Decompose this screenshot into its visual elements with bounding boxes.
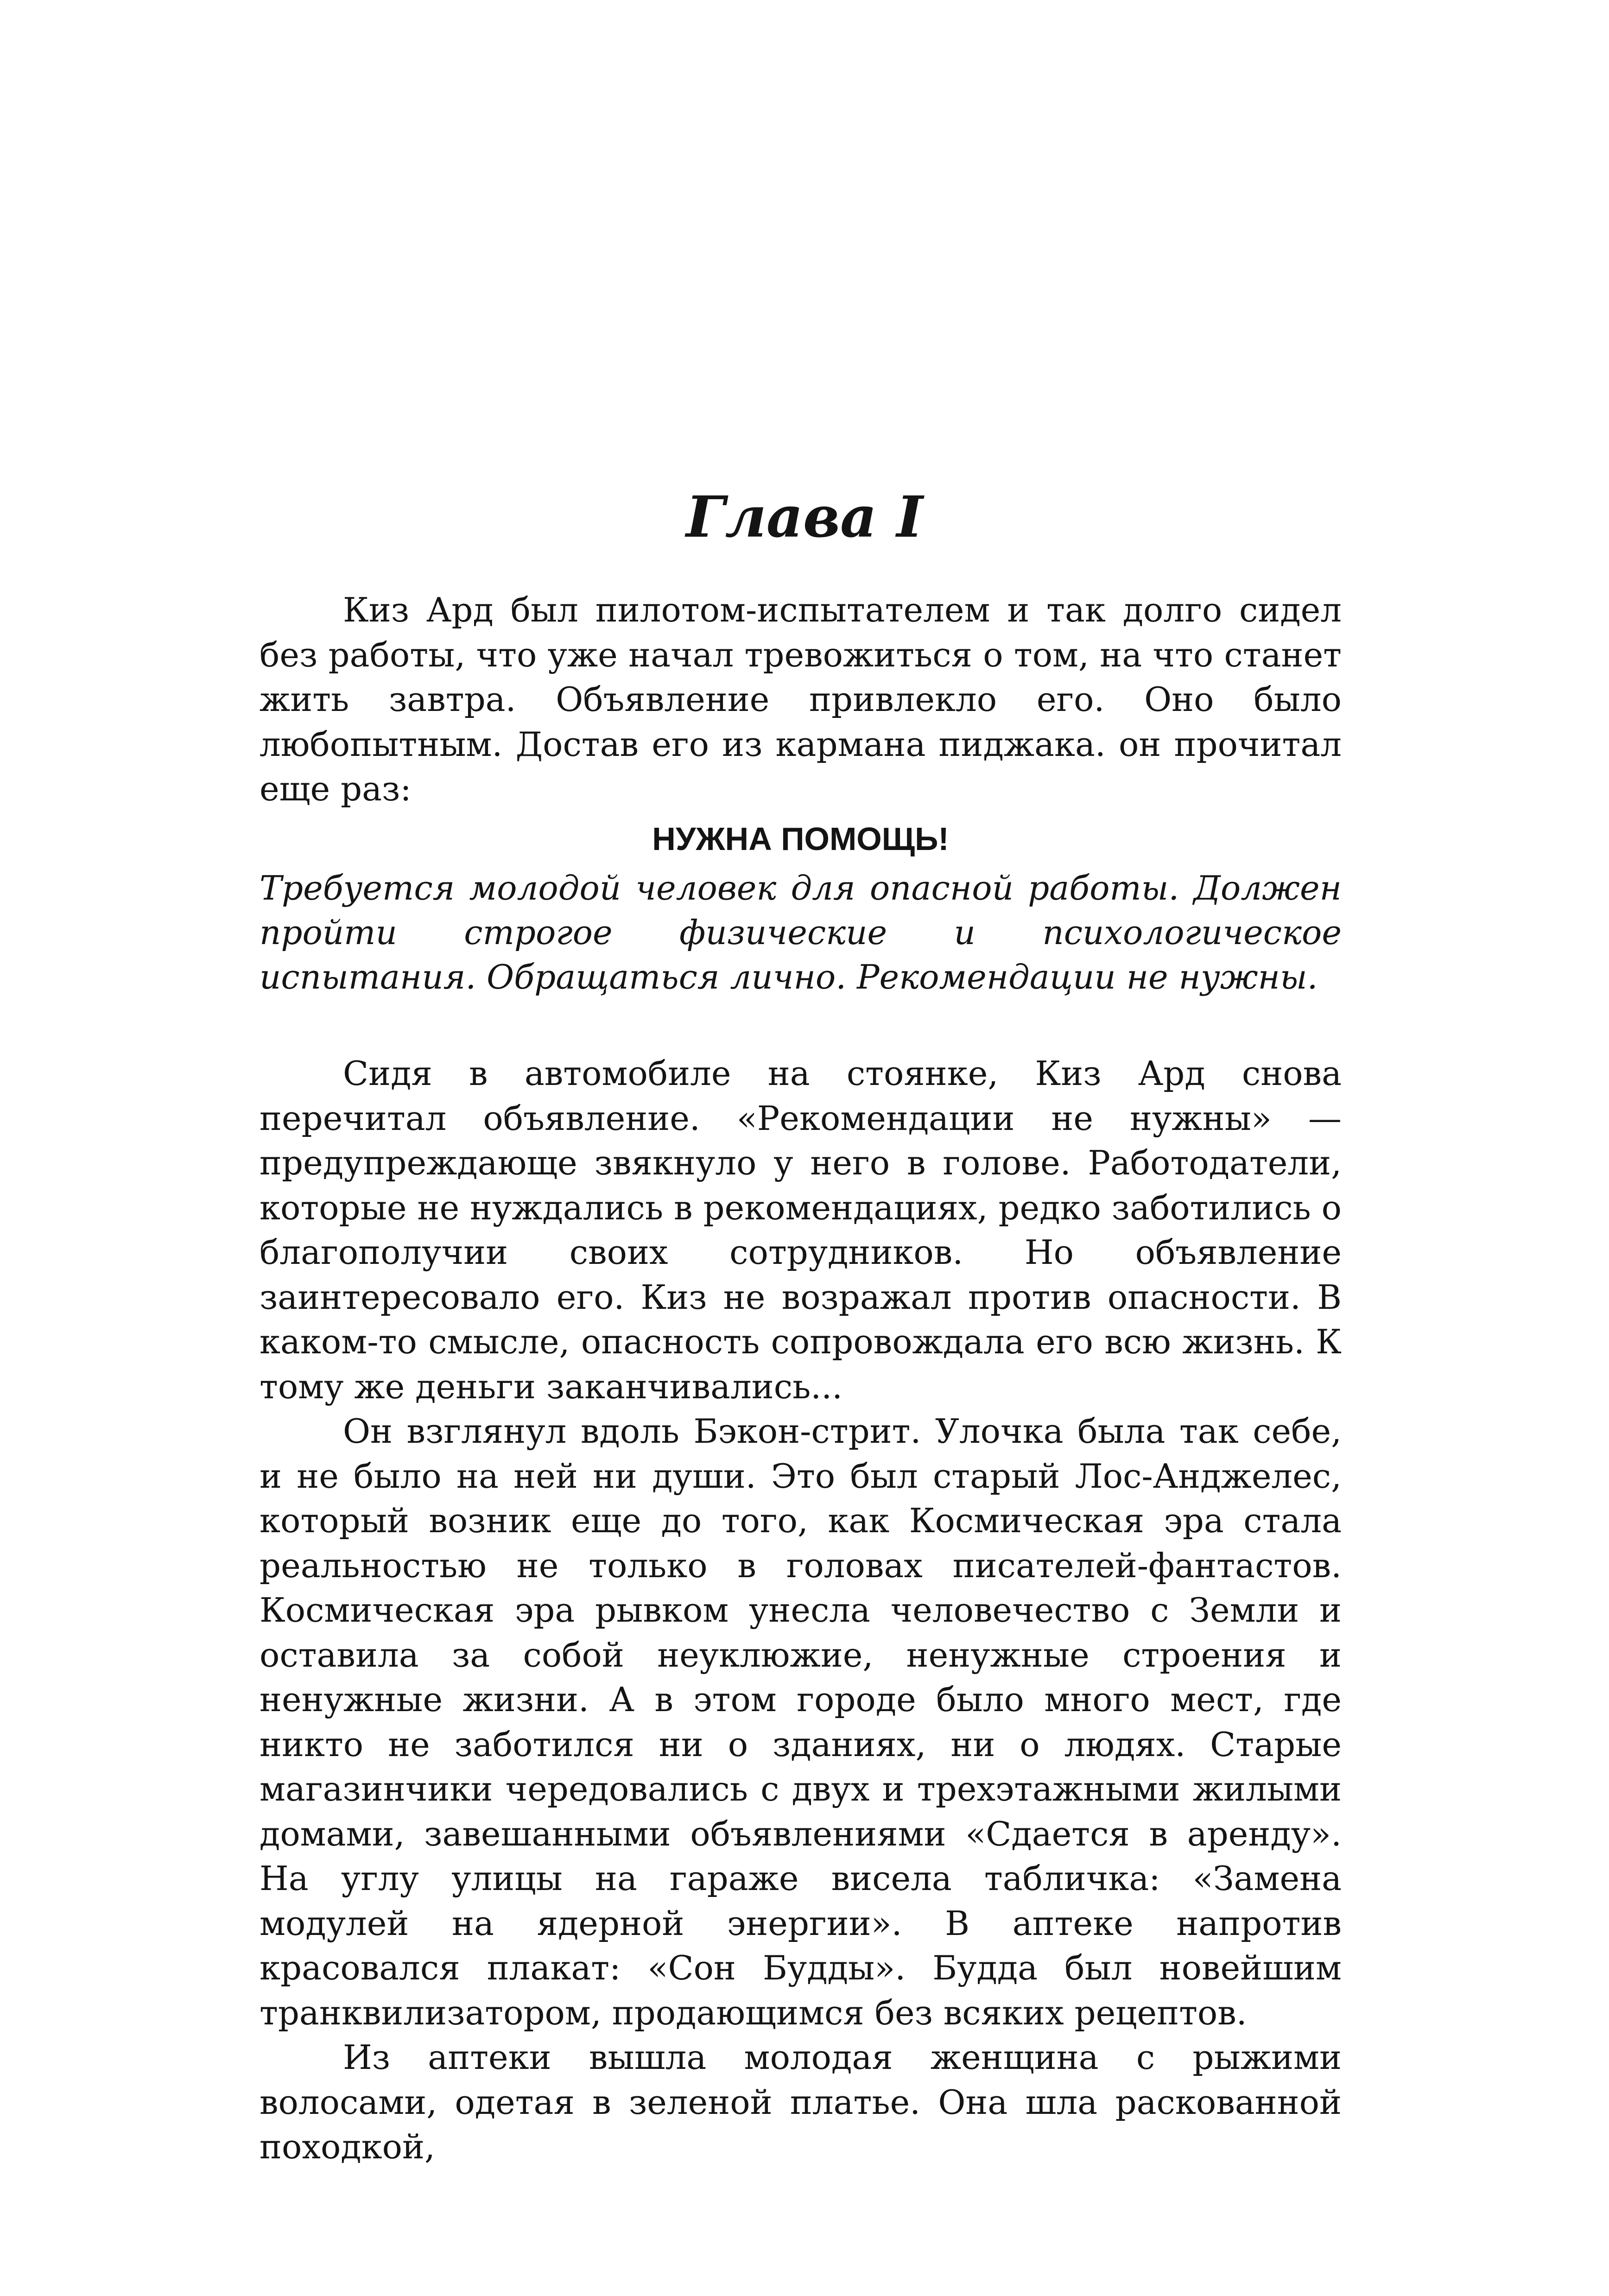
story-section [260,1051,1342,2169]
story-paragraph: Сидя в автомобиле на стоянке, Киз Ард снова перечитал объявление. «Рекомендации не нужны» — предупреждающе звякнуло у него в голове. Работодатели, которые не нуждались в рекомендациях, редко заботились о благополучии своих сотрудников. Но объявление заинтересовало его. Киз не возражал против опасности. В каком-то смысле, опасность сопровождала его всю жизнь. К тому же деньги заканчивались... [260,1054,1342,1406]
intro-paragraph: Киз Ард был пилотом-испытателем и так долго сидел без работы, что уже начал тревожиться о том, на что станет жить завтра. Объявление привлекло его. Оно было любопытным. Достав его из кармана пиджака. он прочитал еще раз: [260,590,1342,808]
advertisement-heading: НУЖНА ПОМОЩЬ! [652,821,949,857]
advertisement-body: Требуется молодой человек для опасной работы. Должен пройти строгое физические и психологическое испытания. Обращаться лично. Рекомендации не нужны. [260,869,1342,996]
chapter-title: Глава I [686,483,923,550]
story-paragraph: Он взглянул вдоль Бэкон-стрит. Улочка была так себе, и не было на ней ни души. Это был старый Лос-Анджелес, который возник еще до того, как Космическая эра стала реальностью не только в головах писателей-фантастов. Космическая эра рывком унесла человечество с Земли и оставила за собой неуклюжие, ненужные строения и ненужные жизни. А в этом городе было много мест, где никто не заботился ни о зданиях, ни о людях. Старые магазинчики чередовались с двух и трехэтажными жилыми домами, завешанными объявлениями «Сдается в аренду». На углу улицы на гараже висела табличка: «Замена модулей на ядерной энергии». В аптеке напротив красовался плакат: «Сон Будды». Будда был новейшим транквилизатором, продающимся без всяких рецептов. [260,1412,1342,2032]
intro-section [260,588,1342,812]
advertisement [260,816,1342,999]
story-paragraph: Из аптеки вышла молодая женщина с рыжими волосами, одетая в зеленой платье. Она шла раскованной походкой, [260,2038,1342,2166]
